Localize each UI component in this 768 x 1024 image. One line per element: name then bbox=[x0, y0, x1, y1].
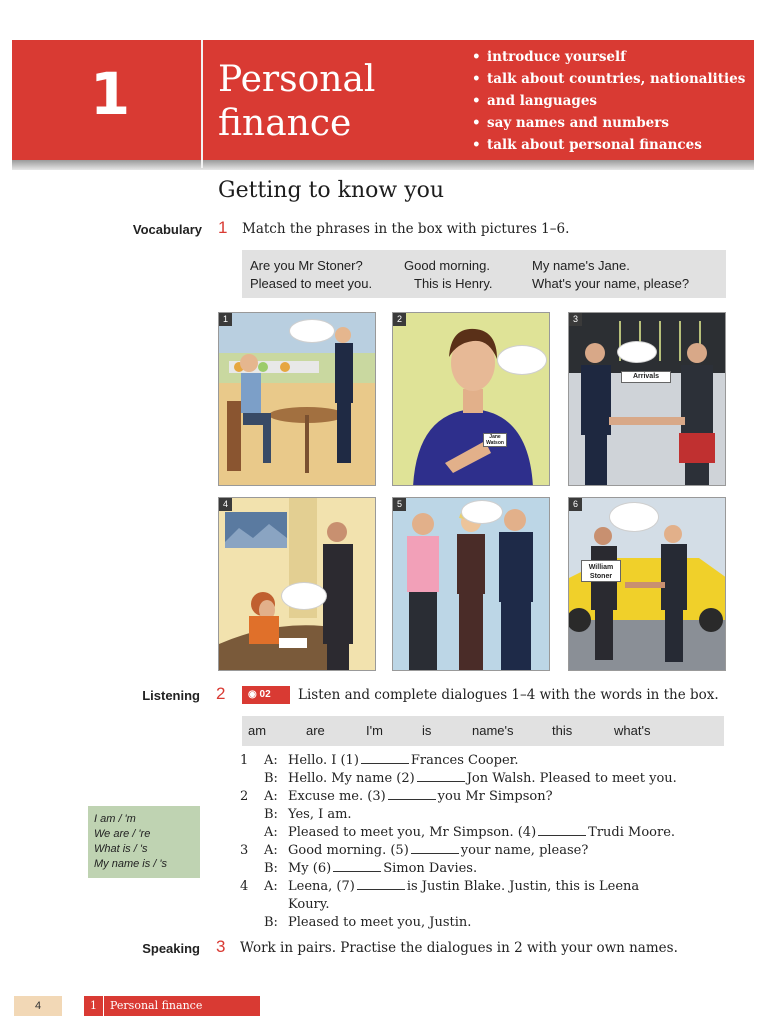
word: is bbox=[422, 723, 432, 738]
dialogue-text: Good morning. (5) bbox=[288, 843, 409, 858]
picture-number: 6 bbox=[569, 498, 582, 511]
phrase: What's your name, please? bbox=[532, 276, 690, 291]
dialogue-text: Excuse me. (3) bbox=[288, 789, 386, 804]
answer-blank[interactable] bbox=[357, 878, 405, 890]
speaker: A: bbox=[264, 789, 278, 804]
speaker: A: bbox=[264, 753, 278, 768]
note-line: I am / 'm bbox=[94, 813, 136, 825]
dialogue-line bbox=[240, 770, 680, 788]
dialogue-text: Hello. My name (2) bbox=[288, 771, 415, 786]
dialogue-text: Pleased to meet you, Justin. bbox=[288, 915, 472, 930]
dialogue-line bbox=[240, 824, 680, 842]
word: this bbox=[552, 723, 573, 738]
dialogue-text: Leena, (7) bbox=[288, 879, 355, 894]
dialogue-text: you Mr Simpson? bbox=[437, 789, 553, 804]
exercise-number: 2 bbox=[216, 684, 226, 703]
note-line: What is / 's bbox=[94, 843, 148, 855]
exercise-number: 3 bbox=[216, 937, 226, 956]
speech-bubble bbox=[617, 341, 657, 363]
phrase: Are you Mr Stoner? bbox=[250, 258, 363, 273]
dialogue-line bbox=[240, 806, 680, 824]
unit-title-line1: Personal bbox=[218, 59, 376, 100]
dialogue-text: Pleased to meet you, Mr Simpson. (4) bbox=[288, 825, 537, 840]
answer-blank[interactable] bbox=[417, 770, 465, 782]
name-sign: William Stoner bbox=[581, 560, 621, 582]
dialogue-number: 2 bbox=[240, 789, 249, 804]
speaker: A: bbox=[264, 879, 278, 894]
picture-5 bbox=[392, 497, 550, 671]
arrivals-sign: Arrivals bbox=[621, 371, 671, 383]
answer-blank[interactable] bbox=[333, 860, 381, 872]
listening-label: Listening bbox=[142, 688, 200, 703]
dialogue-text: Koury. bbox=[288, 897, 330, 912]
speaking-instruction: Work in pairs. Practise the dialogues in 2 with your own names. bbox=[240, 940, 678, 956]
footer-unit-band bbox=[84, 996, 260, 1016]
speaker: B: bbox=[264, 861, 278, 876]
answer-blank[interactable] bbox=[538, 824, 586, 836]
dialogue-line bbox=[240, 878, 680, 896]
speaker: B: bbox=[264, 915, 278, 930]
track-number: 02 bbox=[259, 689, 271, 700]
dialogue-line bbox=[240, 842, 680, 860]
dialogue-line bbox=[240, 860, 680, 878]
dialogue-text: your name, please? bbox=[460, 843, 589, 858]
dialogue-line bbox=[240, 752, 680, 770]
dialogue-text: Frances Cooper. bbox=[410, 753, 519, 768]
phrase: Good morning. bbox=[404, 258, 490, 273]
dialogue-line bbox=[240, 896, 680, 914]
section-title: Getting to know you bbox=[218, 178, 445, 203]
picture-number: 4 bbox=[219, 498, 232, 511]
word: what's bbox=[614, 723, 651, 738]
answer-blank[interactable] bbox=[388, 788, 436, 800]
unit-title-line2: finance bbox=[218, 103, 352, 144]
listening-instruction: Listen and complete dialogues 1–4 with the words in the box. bbox=[298, 687, 719, 703]
answer-blank[interactable] bbox=[361, 752, 409, 764]
picture-4 bbox=[218, 497, 376, 671]
header-divider bbox=[201, 40, 203, 168]
phrase: Pleased to meet you. bbox=[250, 276, 373, 291]
speaker: A: bbox=[264, 843, 278, 858]
airport-handshake-illustration bbox=[569, 313, 726, 486]
picture-2 bbox=[392, 312, 550, 486]
dialogue-text: Jon Walsh. Pleased to meet you. bbox=[466, 771, 677, 786]
picture-number: 3 bbox=[569, 313, 582, 326]
speaker: B: bbox=[264, 771, 278, 786]
unit-title bbox=[218, 58, 375, 146]
introductions-illustration bbox=[393, 498, 550, 671]
dialogue-text: Yes, I am. bbox=[288, 807, 352, 822]
name-tag: Jane Watson bbox=[483, 433, 507, 447]
dialogue-number: 4 bbox=[240, 879, 249, 894]
speech-bubble bbox=[609, 502, 659, 532]
picture-1 bbox=[218, 312, 376, 486]
objective-item: • talk about personal finances bbox=[470, 134, 750, 156]
picture-6 bbox=[568, 497, 726, 671]
word: are bbox=[306, 723, 325, 738]
word: am bbox=[248, 723, 267, 738]
vocabulary-instruction: Match the phrases in the box with pictures 1–6. bbox=[242, 221, 570, 237]
objective-item: • talk about countries, nationalities bbox=[470, 68, 750, 90]
woman-name-tag-illustration bbox=[393, 313, 550, 486]
speaker: A: bbox=[264, 825, 278, 840]
cd-icon: ◉ bbox=[248, 689, 260, 700]
dialogues bbox=[240, 752, 680, 932]
objective-item: • say names and numbers bbox=[470, 112, 750, 134]
audio-track-button[interactable] bbox=[242, 686, 290, 704]
dialogue-line bbox=[240, 788, 680, 806]
picture-number: 1 bbox=[219, 313, 232, 326]
page-number: 4 bbox=[14, 996, 62, 1016]
dialogue-text: Hello. I (1) bbox=[288, 753, 359, 768]
picture-3 bbox=[568, 312, 726, 486]
dialogue-text: My (6) bbox=[288, 861, 332, 876]
answer-blank[interactable] bbox=[411, 842, 459, 854]
grammar-note-box bbox=[88, 806, 200, 878]
speaker: B: bbox=[264, 807, 278, 822]
footer-unit-title: Personal finance bbox=[110, 999, 203, 1012]
speaking-label: Speaking bbox=[142, 941, 200, 956]
picture-number: 5 bbox=[393, 498, 406, 511]
picture-number: 2 bbox=[393, 313, 406, 326]
unit-objectives bbox=[470, 46, 750, 156]
speech-bubble bbox=[497, 345, 547, 375]
unit-number: 1 bbox=[89, 60, 131, 128]
dialogue-number: 1 bbox=[240, 753, 249, 768]
dialogue-text: is Justin Blake. Justin, this is Leena bbox=[406, 879, 640, 894]
exercise-number: 1 bbox=[218, 218, 228, 237]
footer-unit-number: 1 bbox=[84, 996, 104, 1016]
header-shadow bbox=[12, 160, 754, 170]
speech-bubble bbox=[461, 500, 503, 524]
word: name's bbox=[472, 723, 514, 738]
dialogue-line bbox=[240, 914, 680, 932]
objective-item-continuation: • and languages bbox=[470, 90, 750, 112]
word-box bbox=[242, 716, 724, 746]
vocabulary-label: Vocabulary bbox=[132, 222, 202, 237]
dialogue-text: Simon Davies. bbox=[383, 861, 478, 876]
phrase: My name's Jane. bbox=[532, 258, 630, 273]
word: I'm bbox=[366, 723, 383, 738]
note-line: We are / 're bbox=[94, 828, 151, 840]
dialogue-number: 3 bbox=[240, 843, 249, 858]
note-line: My name is / 's bbox=[94, 858, 168, 870]
speech-bubble bbox=[281, 582, 327, 610]
speech-bubble bbox=[289, 319, 335, 343]
dialogue-text: Trudi Moore. bbox=[588, 825, 676, 840]
phrase: This is Henry. bbox=[414, 276, 493, 291]
phrase-box bbox=[242, 250, 726, 298]
objective-item: • introduce yourself bbox=[470, 46, 750, 68]
